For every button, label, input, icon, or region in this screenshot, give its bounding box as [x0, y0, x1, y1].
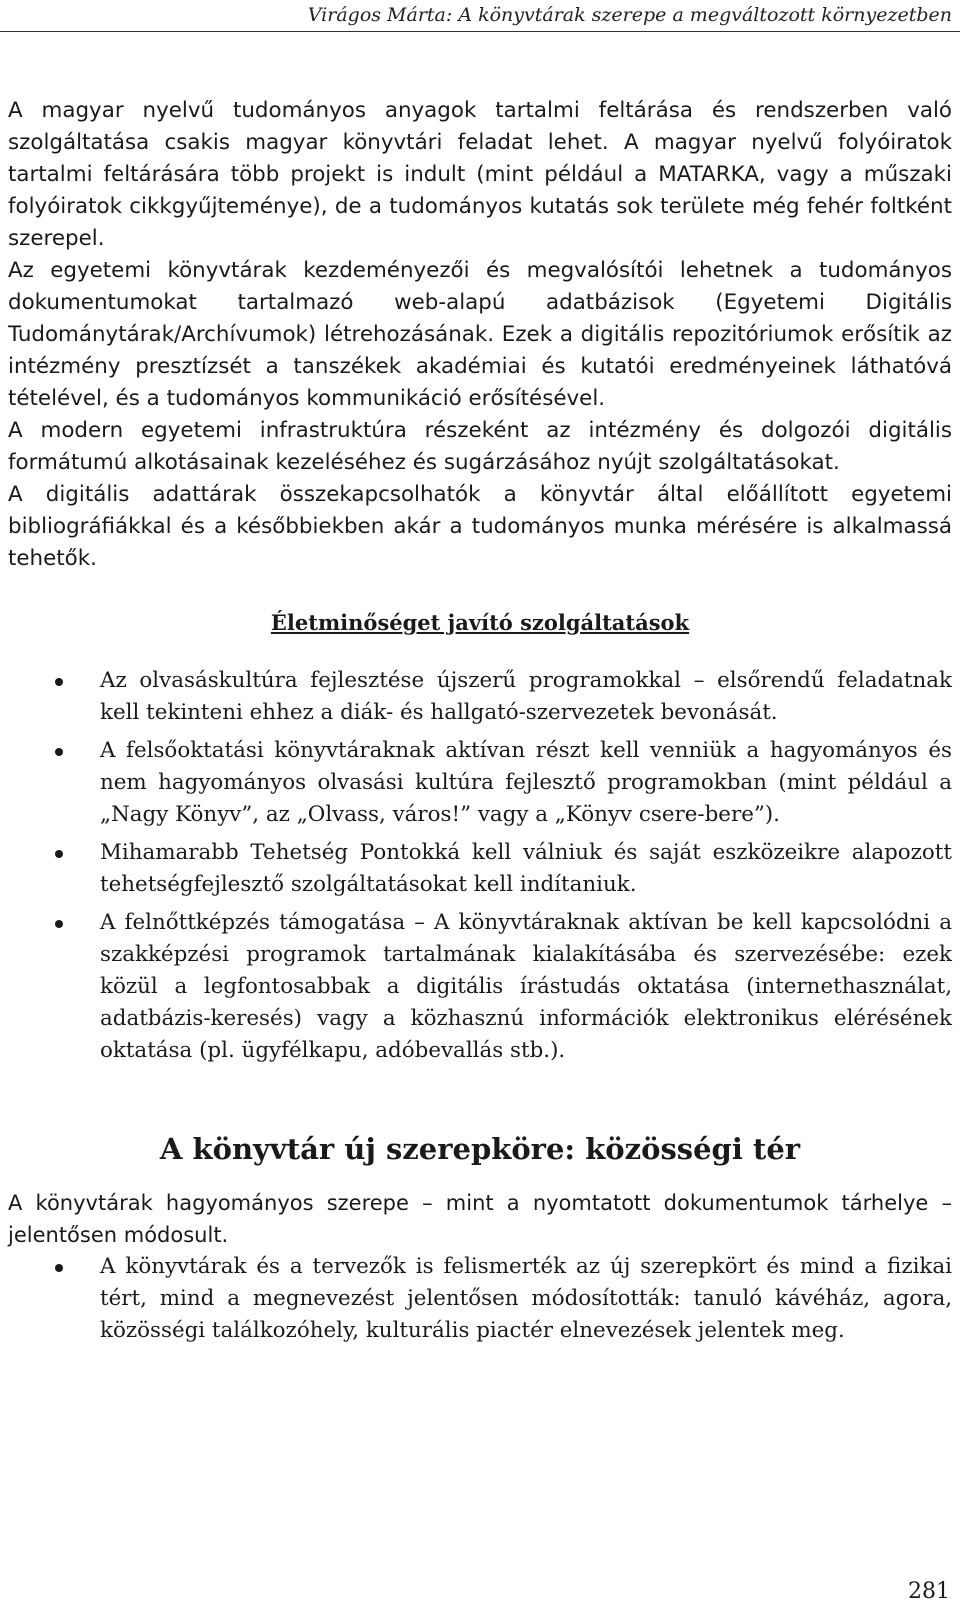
- list-item-text: Mihamarabb Tehetség Pontokká kell válniuk és saját eszközeikre alapozott tehetségfejlesztő szolgáltatásokat kell indítaniuk.: [100, 840, 952, 897]
- bullet-list-community: [8, 1251, 952, 1347]
- paragraph: A digitális adattárak összekapcsolhatók a könyvtár által előállított egyetemi bibliográfiákkal és a későbbiekben akár a tudományos munka mérésére is alkalmassá tehetők.: [8, 482, 952, 571]
- list-item: [8, 907, 952, 1067]
- page-body: [8, 95, 952, 1353]
- bullet-icon: [55, 920, 63, 928]
- header-title: A könyvtárak szerepe a megváltozott környezetben: [452, 4, 952, 26]
- bullet-icon: [55, 850, 63, 858]
- list-item: [8, 735, 952, 831]
- header-author: Virágos Márta:: [307, 4, 453, 26]
- list-item-text: A felsőoktatási könyvtáraknak aktívan részt kell venniük a hagyományos és nem hagyományos olvasási kultúra fejlesztő programokban (mint például a „Nagy Könyv”, az „Olvass, város!” vagy a „Könyv csere-bere”).: [100, 738, 952, 827]
- header-divider: [0, 31, 960, 32]
- list-item: [8, 665, 952, 729]
- paragraph: A könyvtárak hagyományos szerepe – mint a nyomtatott dokumentumok tárhelye – jelentősen módosult.: [8, 1191, 952, 1247]
- list-item: [8, 1251, 952, 1347]
- list-item-text: Az olvasáskultúra fejlesztése újszerű programokkal – elsőrendű feladatnak kell tekinteni ehhez a diák- és hallgató-szervezetek bevonását.: [100, 668, 952, 725]
- paragraph: A modern egyetemi infrastruktúra részeként az intézmény és dolgozói digitális formátumú alkotásainak kezeléséhez és sugárzásához nyújt szolgáltatásokat.: [8, 418, 952, 475]
- list-item-text: A felnőttképzés támogatása – A könyvtáraknak aktívan be kell kapcsolódni a szakképzési programok tartalmának kialakításába és szervezésébe: ezek közül a legfontosabbak a digitális írástudás oktatása (internethasználat, adatbázis-keresés) vagy a közhasznú információk elektronikus elérésének oktatása (pl. ügyfélkapu, adóbevallás stb.).: [100, 910, 952, 1063]
- paragraph: Az egyetemi könyvtárak kezdeményezői és megvalósítói lehetnek a tudományos dokumentumokat tartalmazó web-alapú adatbázisok (Egyetemi Digitális Tudománytárak/Archívumok) létrehozásának. Ezek a digitális repozitóriumok erősítik az intézmény presztízsét a tanszékek akadémiai és kutatói eredményeinek láthatóvá tételével, és a tudományos kommunikáció erősítésével.: [8, 258, 952, 411]
- section-heading-quality-of-life: Életminőséget javító szolgáltatások: [270, 610, 690, 635]
- page-number: 281: [908, 1579, 950, 1604]
- running-header: [308, 4, 952, 26]
- bullet-icon: [55, 748, 63, 756]
- bullet-icon: [55, 678, 63, 686]
- list-item-text: A könyvtárak és a tervezők is felismerték az új szerepkört és mind a fizikai tért, mind a megnevezést jelentősen módosították: tanuló kávéház, agora, közösségi találkozóhely, kulturális piactér elnevezések jelentek meg.: [100, 1254, 952, 1343]
- section-heading-community-space: A könyvtár új szerepköre: közösségi tér: [159, 1132, 801, 1166]
- bullet-list-services: [8, 665, 952, 1067]
- list-item: [8, 837, 952, 901]
- bullet-icon: [55, 1264, 63, 1272]
- paragraph: A magyar nyelvű tudományos anyagok tartalmi feltárása és rendszerben való szolgáltatása csakis magyar könyvtári feladat lehet. A magyar nyelvű folyóiratok tartalmi feltárására több projekt is indult (mint például a MATARKA, vagy a műszaki folyóiratok cikkgyűjteménye), de a tudományos kutatás sok területe még fehér foltként szerepel.: [8, 98, 952, 251]
